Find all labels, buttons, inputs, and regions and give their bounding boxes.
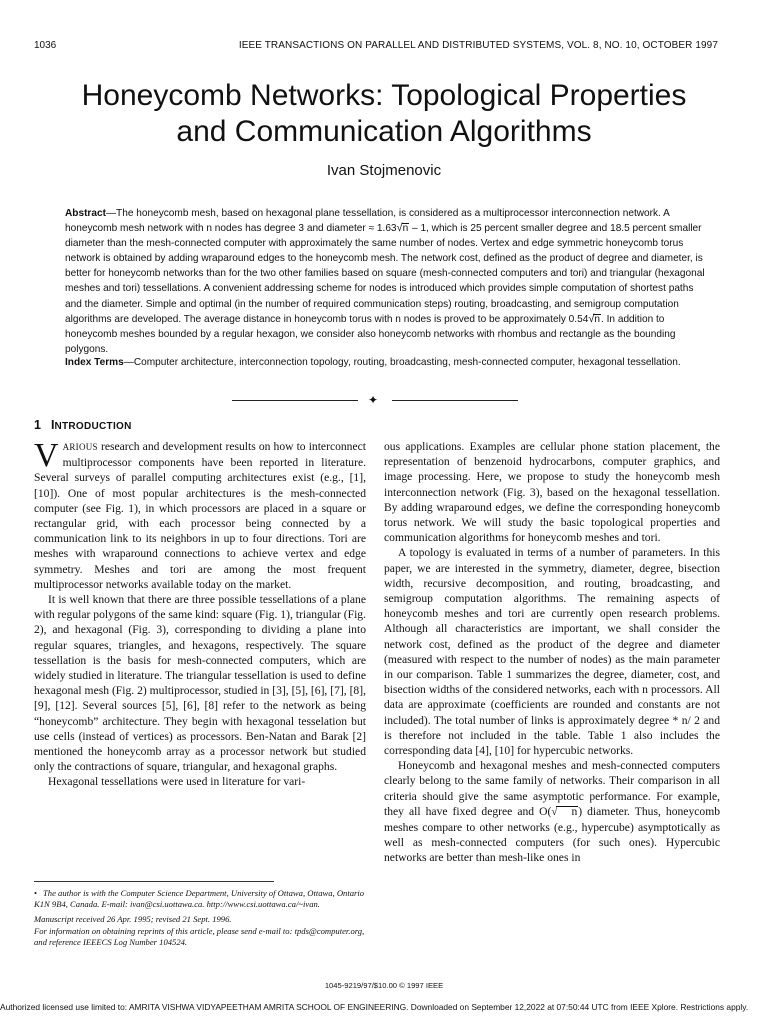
sqrt-symbol: √ — [551, 805, 558, 818]
small-caps-lead: ARIOUS — [62, 442, 98, 452]
body-column-right — [384, 439, 720, 866]
running-head — [34, 40, 734, 54]
abstract-sqrt-1: n — [402, 223, 409, 235]
footnote-author-text: The author is with the Computer Science Department, University of Ottawa, Ottawa, Ontario K1N 9B4, Canada. E-mail: ivan@csi.uottawa.ca. http://www.csi.uottawa.ca/~ivan. — [34, 888, 365, 910]
page-number: 1036 — [34, 40, 57, 51]
abstract-text-2: – 1, which is 25 percent smaller degree and 18.5 percent smaller diameter than the mesh-connected computer with approximately the same number of nodes. Vertex and edge symmetric honeycomb torus network is obtained by adding wraparound edges to the honeycomb mesh. The network cost, defined as the product of degree and diameter, is better for honeycomb networks than for the two other families based on square (mesh-connected computers and tori) and triangular (hexagonal meshes and tori) tessellations. A convenient addressing scheme for nodes is introduced which provides simple computation of shortest paths and the diameter. Simple and optimal (in the number of required communication steps) routing, broadcasting, and semigroup computation algorithms are developed. The average distance in honeycomb torus with n nodes is proved to be approximately 0.54 — [65, 223, 705, 325]
footnote-rule — [34, 881, 274, 882]
footnote-received: Manuscript received 26 Apr. 1995; revised 21 Sept. 1996. — [34, 914, 232, 925]
drop-cap: V — [34, 437, 59, 474]
paragraph — [384, 758, 720, 865]
body-column-left — [34, 439, 366, 790]
sqrt-symbol: √ — [396, 222, 403, 235]
section-title-rest: NTRODUCTION — [54, 421, 132, 432]
sqrt-symbol: √ — [588, 312, 595, 325]
paragraph: A topology is evaluated in terms of a number of parameters. In this paper, we are interested in the symmetry, diameter, degree, bisection width, recursive decomposition, and routing, broadcasting, and semigroup computation algorithms. The remaining aspects of honeycomb meshes and tori are currently open research problems. Although all characteristics are important, we shall consider the network cost, defined as the product of the degree and diameter (measured with respect to the number of nodes) as the main parameter in our comparison. Table 1 summarizes the degree, diameter, cost, and bisection widths of the considered networks, each with n processors. All data are approximate (coefficients are rounded and constants are not included). The total number of links is approximately degree * n/ 2 and is therefore not included in the table. Table 1 also includes the corresponding data [4], [10] for hypercubic networks. — [384, 546, 720, 758]
divider-line-left — [232, 400, 358, 401]
abstract-label: Abstract — [65, 208, 106, 219]
paragraph-text: ) diameter. Thus, honeycomb meshes compare to other networks (e.g., hypercube) asymptotically as well as mesh-connected computers (for such ones). Hypercubic networks are better than mesh-like ones in — [384, 804, 721, 865]
divider-line-right — [392, 400, 518, 401]
index-terms-text: —Computer architecture, interconnection topology, routing, broadcasting, mesh-connected computer, hexagonal tessellation. — [123, 357, 681, 368]
license-notice: Authorized licensed use limited to: AMRITA VISHWA VIDYAPEETHAM AMRITA SCHOOL OF ENGINEERING. Downloaded on September 12,2022 at 07:50:44 UTC from IEEE Xplore. Restrictions apply. — [0, 1002, 749, 1012]
title-line-1: Honeycomb Networks: Topological Properties — [81, 79, 687, 112]
footnotes — [34, 888, 370, 948]
journal-name: IEEE TRANSACTIONS ON PARALLEL AND DISTRIBUTED SYSTEMS, VOL. 8, NO. 10, OCTOBER 1997 — [238, 40, 718, 51]
abstract-text-3: . In addition to honeycomb meshes bounded by a regular hexagon, we consider also honeycomb networks with rhombus and rectangle as the bounding polygons. — [65, 313, 676, 355]
abstract-sqrt-2: n — [594, 313, 600, 325]
section-heading — [34, 418, 132, 432]
paragraph: ous applications. Examples are cellular phone station placement, the representation of benzenoid hydrocarbons, computer graphics, and image processing. Here, we propose to study the honeycomb mesh interconnection network (Fig. 3), based on the hexagonal tessellation. By adding wraparound edges, we define the corresponding honeycomb torus network. We will study the basic topological properties and communication algorithms for honeycomb meshes and tori. — [384, 440, 720, 545]
author-name: Ivan Stojmenovic — [326, 162, 442, 179]
index-terms — [65, 355, 705, 370]
body-sqrt: n — [556, 806, 578, 817]
footnote-bullet: • — [34, 888, 38, 898]
copyright-line: 1045-9219/97/$10.00 © 1997 IEEE — [324, 981, 444, 990]
abstract-text-1: —The honeycomb mesh, based on hexagonal plane tessellation, is considered as a multiprocessor interconnection network. A honeycomb mesh network with n nodes has degree 3 and diameter ≈ 1.63 — [65, 208, 670, 235]
section-number: 1 — [34, 418, 41, 432]
title-line-2: and Communication Algorithms — [176, 115, 592, 148]
section-divider — [232, 395, 518, 407]
footnote-reprints: For information on obtaining reprints of this article, please send e-mail to: tpds@computer.org, and reference IEEECS Log Number 104524. — [34, 925, 365, 947]
section-title-initial: I — [50, 418, 55, 432]
footnote-author — [34, 888, 370, 910]
index-terms-label: Index Terms — [65, 357, 124, 368]
paper-title — [0, 78, 768, 150]
abstract — [65, 206, 705, 357]
paragraph: It is well known that there are three possible tessellations of a plane with regular polygons of the same kind: square (Fig. 1), triangular (Fig. 2), and hexagonal (Fig. 3), corresponding to dividing a plane into regular squares, triangles, and hexagons, respectively. The square tessellation is the basis for mesh-connected computers, which are widely studied in literature. The triangular tessellation is used to define hexagonal mesh (Fig. 2) multiprocessor, studied in [3], [5], [6], [7], [8], [9], [12]. Several sources [5], [6], [8] refer to the network as being “honeycomb” architecture. They begin with hexagonal tesselation but use cells (instead of vertices) as processors. Ben-Natan and Barak [2] mentioned the honeycomb array as a processor network but studied only the contractions of square, triangular, and hexagonal graphs. — [34, 593, 366, 774]
paragraph-text: Honeycomb and hexagonal meshes and mesh-connected computers clearly belong to the same family of networks. Their comparison in all criteria should give the same asymptotic performance. For example, they all have fixed degree and O( — [384, 759, 720, 818]
divider-ornament-icon: ✦ — [368, 393, 379, 407]
paragraph — [34, 439, 366, 592]
paragraph-text: research and development results on how to interconnect multiprocessor components have been reported in literature. Several surveys of parallel computing architectures exist (e.g., [1], [10]). One of most popular architectures is the mesh-connected computer (see Fig. 1), in which processors are placed in a square or rectangular grid, with each processor being connected by a communication link to its neighbors in up to four directions. Tori are meshes with wraparound connections to achieve vertex and edge symmetry. Meshes and tori are among the most frequent multiprocessor networks available today on the market. — [34, 440, 366, 591]
paragraph: Hexagonal tessellations were used in literature for vari- — [48, 775, 306, 789]
